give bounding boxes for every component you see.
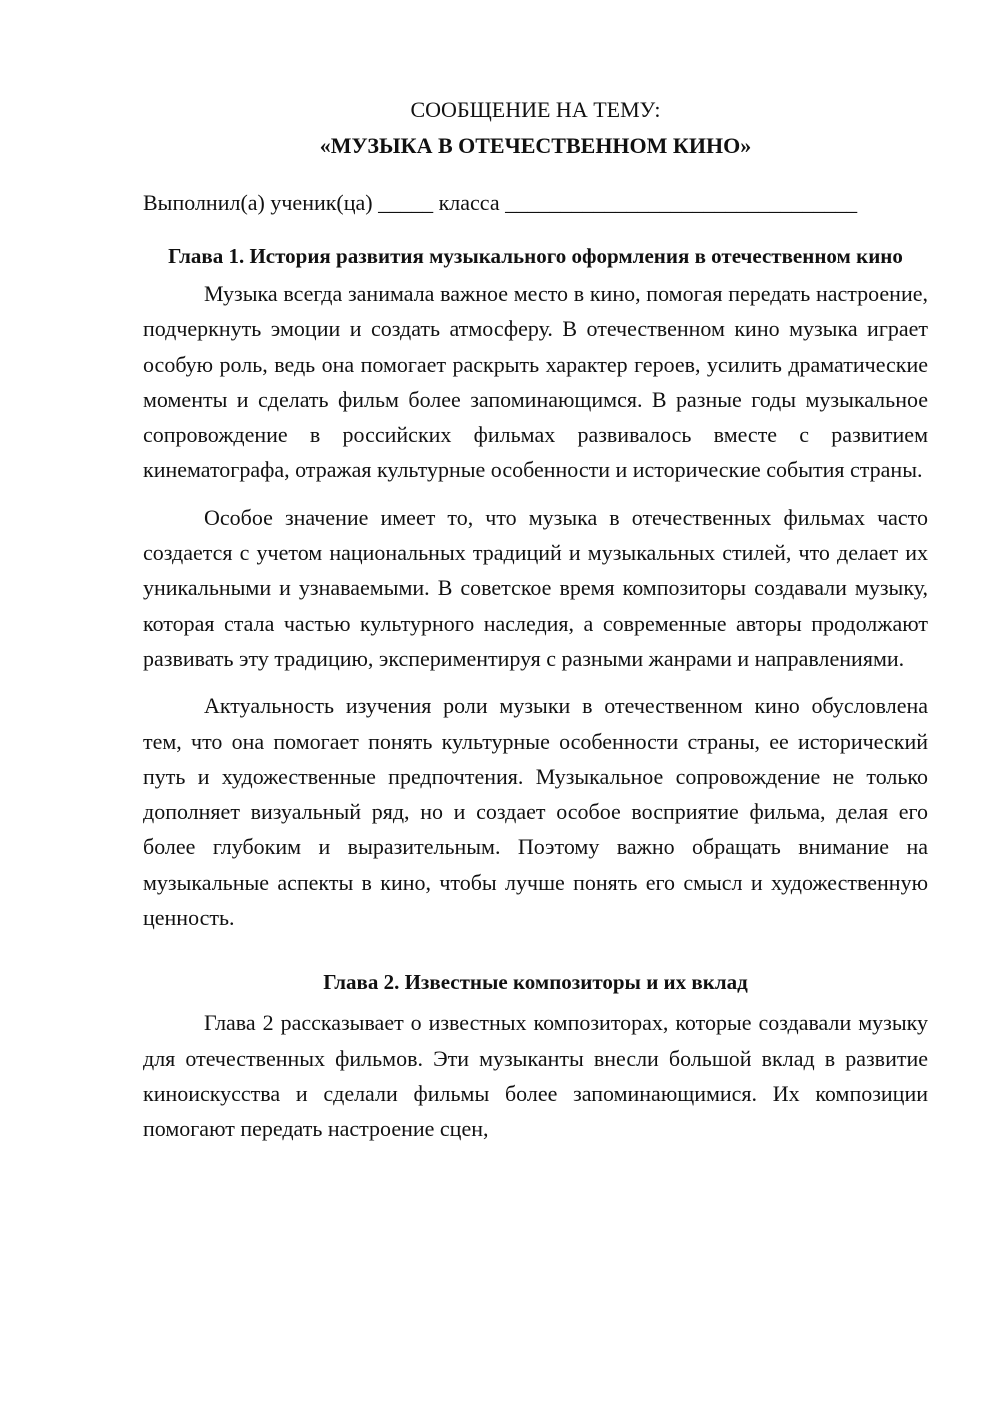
chapter-2-title: Глава 2. Известные композиторы и их вклад	[323, 970, 748, 995]
document-heading: СООБЩЕНИЕ НА ТЕМУ:	[410, 97, 661, 122]
chapter-1-paragraph-2: Особое значение имеет то, что музыка в отечественных фильмах часто создается с учетом национальных традиций и музыкальных стилей, что делает их уникальными и узнаваемыми. В советское время композиторы создавали музыку, которая стала частью культурного наследия, а современные авторы продолжают развивать эту традицию, экспериментируя с разными жанрами и направлениями.	[143, 504, 928, 671]
chapter-1-title: Глава 1. История развития музыкального оформления в отечественном кино	[168, 244, 903, 268]
author-line: Выполнил(а) ученик(ца) _____ класса ________________________________	[143, 190, 858, 215]
document-content	[143, 92, 928, 1147]
chapter-1-paragraph-3: Актуальность изучения роли музыки в отечественном кино обусловлена тем, что она помогает понять культурные особенности страны, ее исторический путь и художественные предпочтения. Музыкальное сопровождение не только дополняет визуальный ряд, но и создает особое восприятие фильма, делая его более глубоким и выразительным. Поэтому важно обращать внимание на музыкальные аспекты в кино, чтобы лучше понять его смысл и художественную ценность.	[143, 693, 928, 931]
chapter-1-paragraph-1: Музыка всегда занимала важное место в кино, помогая передать настроение, подчеркнуть эмоции и создать атмосферу. В отечественном кино музыка играет особую роль, ведь она помогает раскрыть характер героев, усилить драматические моменты и сделать фильм более запоминающимся. В разные годы музыкальное сопровождение в российских фильмах развивалось вместе с развитием кинематографа, отражая культурные особенности и исторические события страны.	[143, 281, 928, 483]
chapter-2-paragraph-1: Глава 2 рассказывает о известных композиторах, которые создавали музыку для отечественных фильмов. Эти музыканты внесли большой вклад в развитие киноискусства и сделали фильмы более запоминающимися. Их композиции помогают передать настроение сцен,	[143, 1010, 928, 1142]
document-title: «МУЗЫКА В ОТЕЧЕСТВЕННОМ КИНО»	[319, 133, 752, 158]
